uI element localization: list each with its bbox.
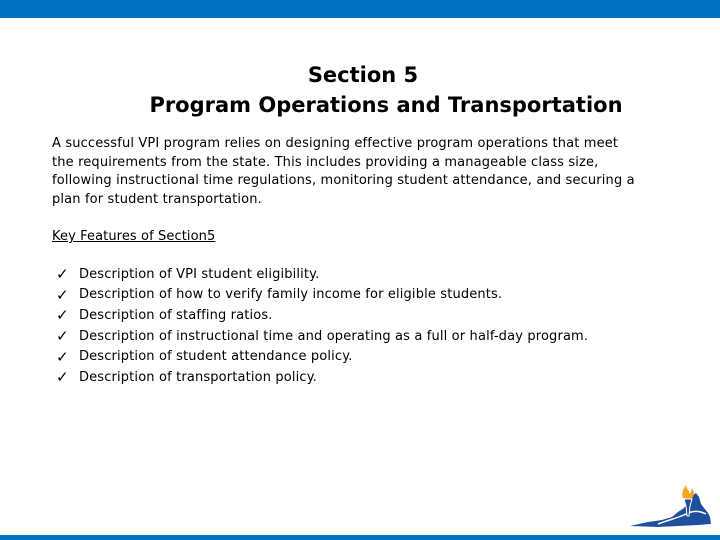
key-features-heading [52, 228, 215, 246]
top-accent-bar [0, 0, 720, 18]
list-item [56, 326, 588, 347]
checkmark-icon: ✓ [56, 306, 69, 325]
list-item [56, 367, 588, 388]
key-features-heading-number: 5 [207, 229, 216, 244]
list-item-text: Description of VPI student eligibility. [79, 266, 320, 282]
list-item-text: Description of transportation policy. [79, 369, 318, 385]
list-item [56, 285, 588, 306]
list-item [56, 346, 588, 367]
checkmark-icon: ✓ [56, 347, 69, 366]
checkmark-icon: ✓ [56, 327, 69, 346]
intro-paragraph: A successful VPI program relies on designing effective program operations that meet the requirements from the state. This includes providing a manageable class size, following instructional time regulations, monitoring student attendance, and securing a plan for student transportation. [52, 136, 635, 208]
checkmark-icon: ✓ [56, 265, 69, 284]
page-title-line-2: Program Operations and Transportation [149, 93, 623, 117]
list-item-text: Description of instructional time and operating as a full or half-day program. [79, 328, 589, 344]
list-item-text: Description of how to verify family income for eligible students. [79, 287, 503, 303]
checkmark-icon: ✓ [56, 368, 69, 387]
list-item [56, 264, 588, 285]
list-item-text: Description of student attendance policy. [79, 349, 353, 365]
bottom-accent-bar [0, 535, 720, 540]
page-title-line-1: Section 5 [307, 63, 419, 87]
page-title [0, 60, 720, 120]
virginia-map-torch-icon [628, 484, 712, 530]
list-item [56, 305, 588, 326]
key-features-heading-text: Key Features of Section [52, 229, 207, 244]
list-item-text: Description of staffing ratios. [79, 307, 273, 323]
virginia-map-shape [630, 493, 711, 527]
key-features-list [56, 264, 588, 388]
checkmark-icon: ✓ [56, 285, 69, 304]
torch-flame-icon [682, 485, 693, 499]
